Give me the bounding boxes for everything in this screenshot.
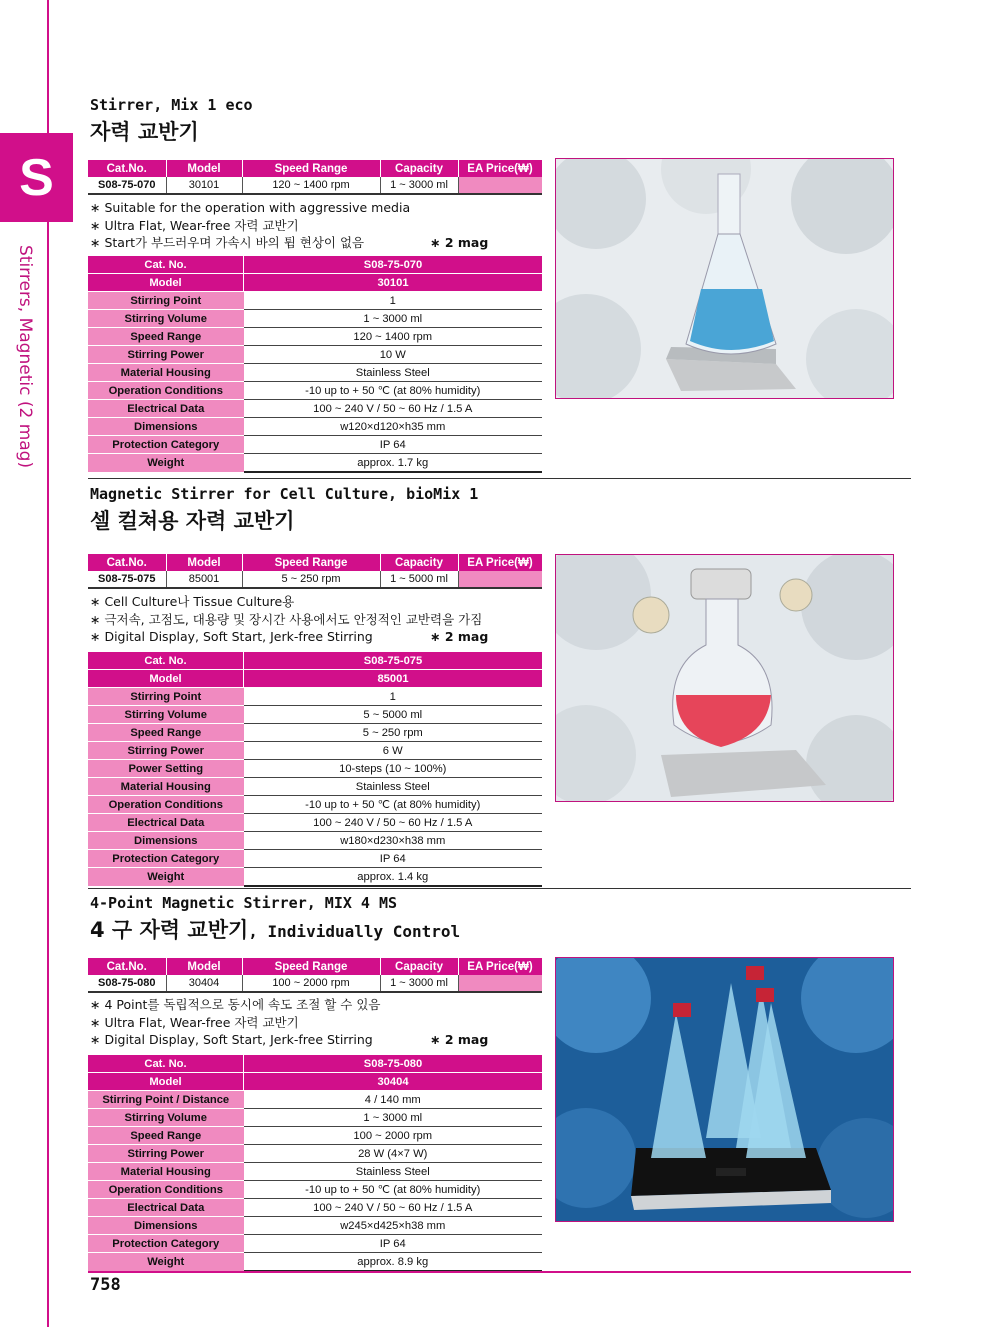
spec-label: Speed Range bbox=[88, 1127, 244, 1145]
spec-value: 4 / 140 mm bbox=[244, 1091, 543, 1109]
footer-rule bbox=[88, 1271, 911, 1273]
product-photo bbox=[555, 158, 894, 399]
spec-label: Cat. No. bbox=[88, 256, 244, 274]
section-tab: S bbox=[0, 133, 73, 222]
header-price: EA Price(₩) bbox=[458, 958, 542, 975]
product-title-en: 4-Point Magnetic Stirrer, MIX 4 MS bbox=[90, 894, 398, 912]
spec-row bbox=[88, 1163, 542, 1181]
spec-row bbox=[88, 742, 542, 760]
header-speed: Speed Range bbox=[242, 160, 380, 177]
spec-label: Weight bbox=[88, 868, 244, 887]
spec-value: 10 W bbox=[244, 346, 543, 364]
spec-label: Protection Category bbox=[88, 850, 244, 868]
price bbox=[458, 177, 542, 194]
spec-row bbox=[88, 850, 542, 868]
spec-row bbox=[88, 418, 542, 436]
spec-value: 1 ~ 3000 ml bbox=[244, 1109, 543, 1127]
spec-value: IP 64 bbox=[244, 850, 543, 868]
feature-item: ∗ Suitable for the operation with aggressive media bbox=[90, 200, 411, 215]
spec-value: Stainless Steel bbox=[244, 1163, 543, 1181]
summary-table bbox=[88, 958, 543, 993]
product-title-kr: 자력 교반기 bbox=[90, 120, 199, 144]
spec-value: 30404 bbox=[244, 1073, 543, 1091]
spec-row bbox=[88, 454, 542, 473]
spec-label: Stirring Power bbox=[88, 1145, 244, 1163]
spec-label: Power Setting bbox=[88, 760, 244, 778]
spec-value: 100 ~ 240 V / 50 ~ 60 Hz / 1.5 A bbox=[244, 814, 543, 832]
spec-value: S08-75-080 bbox=[244, 1055, 543, 1073]
spec-label: Model bbox=[88, 670, 244, 688]
header-price: EA Price(₩) bbox=[458, 554, 542, 571]
product-title-en: Magnetic Stirrer for Cell Culture, bioMix 1 bbox=[90, 485, 479, 503]
spec-label: Stirring Power bbox=[88, 346, 244, 364]
spec-label: Operation Conditions bbox=[88, 382, 244, 400]
model: 85001 bbox=[166, 571, 242, 588]
spec-row bbox=[88, 1127, 542, 1145]
spec-value: w245×d425×h38 mm bbox=[244, 1217, 543, 1235]
spec-value: w180×d230×h38 mm bbox=[244, 832, 543, 850]
mag-note: ∗ 2 mag bbox=[430, 629, 489, 644]
spec-label: Material Housing bbox=[88, 778, 244, 796]
spec-label: Weight bbox=[88, 454, 244, 473]
price bbox=[458, 571, 542, 588]
feature-item: ∗ 극저속, 고점도, 대용량 및 장시간 사용에서도 안정적인 교반력을 가짐 bbox=[90, 611, 483, 627]
product-photo bbox=[555, 957, 894, 1222]
capacity: 1 ~ 5000 ml bbox=[380, 571, 458, 588]
price bbox=[458, 975, 542, 992]
capacity: 1 ~ 3000 ml bbox=[380, 975, 458, 992]
spec-value: IP 64 bbox=[244, 1235, 543, 1253]
spec-row bbox=[88, 670, 542, 688]
model: 30404 bbox=[166, 975, 242, 992]
spec-label: Model bbox=[88, 1073, 244, 1091]
header-capacity: Capacity bbox=[380, 160, 458, 177]
cat-no: S08-75-080 bbox=[88, 975, 166, 992]
spec-value: 100 ~ 240 V / 50 ~ 60 Hz / 1.5 A bbox=[244, 400, 543, 418]
spec-row bbox=[88, 760, 542, 778]
summary-table bbox=[88, 160, 543, 195]
product-title-kr: 셀 컬쳐용 자력 교반기 bbox=[90, 509, 295, 533]
header-cat-no: Cat.No. bbox=[88, 958, 166, 975]
spec-value: approx. 1.4 kg bbox=[244, 868, 543, 887]
spec-row bbox=[88, 652, 542, 670]
spec-label: Electrical Data bbox=[88, 1199, 244, 1217]
spec-label: Stirring Point / Distance bbox=[88, 1091, 244, 1109]
spec-row bbox=[88, 706, 542, 724]
feature-item: ∗ Start가 부드러우며 가속시 바의 튐 현상이 없음 ∗ 2 mag bbox=[90, 235, 489, 250]
feature-list bbox=[90, 199, 489, 252]
spec-value: S08-75-070 bbox=[244, 256, 543, 274]
spec-row bbox=[88, 868, 542, 887]
product-photo bbox=[555, 554, 894, 802]
spec-label: Material Housing bbox=[88, 1163, 244, 1181]
summary-table bbox=[88, 554, 543, 589]
spec-value: 120 ~ 1400 rpm bbox=[244, 328, 543, 346]
spec-label: Electrical Data bbox=[88, 400, 244, 418]
mag-note: ∗ 2 mag bbox=[430, 1032, 489, 1047]
spec-value: 5 ~ 250 rpm bbox=[244, 724, 543, 742]
spec-row bbox=[88, 346, 542, 364]
header-speed: Speed Range bbox=[242, 554, 380, 571]
spec-label: Stirring Point bbox=[88, 292, 244, 310]
spec-label: Operation Conditions bbox=[88, 796, 244, 814]
spec-label: Stirring Volume bbox=[88, 1109, 244, 1127]
spec-row bbox=[88, 796, 542, 814]
spec-table bbox=[88, 256, 542, 473]
spec-value: 5 ~ 5000 ml bbox=[244, 706, 543, 724]
spec-value: 100 ~ 240 V / 50 ~ 60 Hz / 1.5 A bbox=[244, 1199, 543, 1217]
cat-no: S08-75-070 bbox=[88, 177, 166, 194]
spec-label: Speed Range bbox=[88, 724, 244, 742]
header-model: Model bbox=[166, 554, 242, 571]
section-divider bbox=[88, 478, 911, 479]
feature-item: ∗ Digital Display, Soft Start, Jerk-free Stirring ∗ 2 mag bbox=[90, 1032, 489, 1047]
spec-value: -10 up to + 50 ℃ (at 80% humidity) bbox=[244, 796, 543, 814]
category-side-label: Stirrers, Magnetic (2 mag) bbox=[15, 245, 35, 469]
spec-row bbox=[88, 400, 542, 418]
mag-note: ∗ 2 mag bbox=[430, 235, 489, 250]
spec-table bbox=[88, 652, 542, 887]
spec-label: Cat. No. bbox=[88, 1055, 244, 1073]
header-price: EA Price(₩) bbox=[458, 160, 542, 177]
spec-row bbox=[88, 292, 542, 310]
spec-value: -10 up to + 50 ℃ (at 80% humidity) bbox=[244, 382, 543, 400]
feature-item: ∗ Ultra Flat, Wear-free 자력 교반기 bbox=[90, 217, 299, 233]
feature-item: ∗ Cell Culture나 Tissue Culture용 bbox=[90, 594, 295, 609]
header-speed: Speed Range bbox=[242, 958, 380, 975]
header-cat-no: Cat.No. bbox=[88, 160, 166, 177]
spec-label: Stirring Volume bbox=[88, 310, 244, 328]
spec-label: Stirring Volume bbox=[88, 706, 244, 724]
spec-value: 10-steps (10 ~ 100%) bbox=[244, 760, 543, 778]
spec-row bbox=[88, 1217, 542, 1235]
spec-value: 1 bbox=[244, 292, 543, 310]
feature-list bbox=[90, 593, 489, 646]
spec-label: Electrical Data bbox=[88, 814, 244, 832]
spec-label: Stirring Point bbox=[88, 688, 244, 706]
feature-item: ∗ Digital Display, Soft Start, Jerk-free Stirring ∗ 2 mag bbox=[90, 629, 489, 644]
spec-table bbox=[88, 1055, 542, 1272]
spec-label: Dimensions bbox=[88, 418, 244, 436]
spec-row bbox=[88, 1109, 542, 1127]
spec-value: S08-75-075 bbox=[244, 652, 543, 670]
spec-label: Material Housing bbox=[88, 364, 244, 382]
spec-row bbox=[88, 1145, 542, 1163]
spec-row bbox=[88, 328, 542, 346]
header-model: Model bbox=[166, 958, 242, 975]
spec-row bbox=[88, 310, 542, 328]
spec-row bbox=[88, 778, 542, 796]
spec-label: Dimensions bbox=[88, 1217, 244, 1235]
feature-item: ∗ 4 Point를 독립적으로 동시에 속도 조절 할 수 있음 bbox=[90, 997, 381, 1012]
spec-row bbox=[88, 1091, 542, 1109]
spec-value: -10 up to + 50 ℃ (at 80% humidity) bbox=[244, 1181, 543, 1199]
spec-value: approx. 1.7 kg bbox=[244, 454, 543, 473]
spec-value: w120×d120×h35 mm bbox=[244, 418, 543, 436]
spec-row bbox=[88, 724, 542, 742]
spec-label: Weight bbox=[88, 1253, 244, 1272]
page-number: 758 bbox=[90, 1275, 121, 1295]
header-capacity: Capacity bbox=[380, 958, 458, 975]
spec-row bbox=[88, 274, 542, 292]
cat-no: S08-75-075 bbox=[88, 571, 166, 588]
spec-row bbox=[88, 1073, 542, 1091]
spec-row bbox=[88, 382, 542, 400]
header-cat-no: Cat.No. bbox=[88, 554, 166, 571]
spec-value: 85001 bbox=[244, 670, 543, 688]
spec-value: approx. 8.9 kg bbox=[244, 1253, 543, 1272]
feature-list bbox=[90, 996, 489, 1049]
spec-row bbox=[88, 436, 542, 454]
header-capacity: Capacity bbox=[380, 554, 458, 571]
spec-row bbox=[88, 256, 542, 274]
header-model: Model bbox=[166, 160, 242, 177]
spec-value: IP 64 bbox=[244, 436, 543, 454]
spec-value: 100 ~ 2000 rpm bbox=[244, 1127, 543, 1145]
spec-label: Protection Category bbox=[88, 436, 244, 454]
product-title-en: Stirrer, Mix 1 eco bbox=[90, 96, 253, 114]
spec-row bbox=[88, 1235, 542, 1253]
spec-row bbox=[88, 814, 542, 832]
spec-label: Cat. No. bbox=[88, 652, 244, 670]
spec-label: Protection Category bbox=[88, 1235, 244, 1253]
spec-row bbox=[88, 832, 542, 850]
spec-row bbox=[88, 364, 542, 382]
spec-label: Speed Range bbox=[88, 328, 244, 346]
spec-row bbox=[88, 688, 542, 706]
spec-value: 1 ~ 3000 ml bbox=[244, 310, 543, 328]
spec-value: 1 bbox=[244, 688, 543, 706]
spec-row bbox=[88, 1181, 542, 1199]
speed-range: 100 ~ 2000 rpm bbox=[242, 975, 380, 992]
product-title-kr: 4 구 자력 교반기, Individually Control bbox=[90, 918, 461, 942]
section-divider bbox=[88, 888, 911, 889]
spec-row bbox=[88, 1253, 542, 1272]
spec-label: Model bbox=[88, 274, 244, 292]
capacity: 1 ~ 3000 ml bbox=[380, 177, 458, 194]
spec-label: Operation Conditions bbox=[88, 1181, 244, 1199]
spec-label: Dimensions bbox=[88, 832, 244, 850]
speed-range: 120 ~ 1400 rpm bbox=[242, 177, 380, 194]
spec-value: Stainless Steel bbox=[244, 778, 543, 796]
spec-row bbox=[88, 1199, 542, 1217]
feature-item: ∗ Ultra Flat, Wear-free 자력 교반기 bbox=[90, 1014, 299, 1030]
spec-value: 28 W (4×7 W) bbox=[244, 1145, 543, 1163]
model: 30101 bbox=[166, 177, 242, 194]
spec-row bbox=[88, 1055, 542, 1073]
spec-label: Stirring Power bbox=[88, 742, 244, 760]
spec-value: 30101 bbox=[244, 274, 543, 292]
speed-range: 5 ~ 250 rpm bbox=[242, 571, 380, 588]
spec-value: Stainless Steel bbox=[244, 364, 543, 382]
spec-value: 6 W bbox=[244, 742, 543, 760]
